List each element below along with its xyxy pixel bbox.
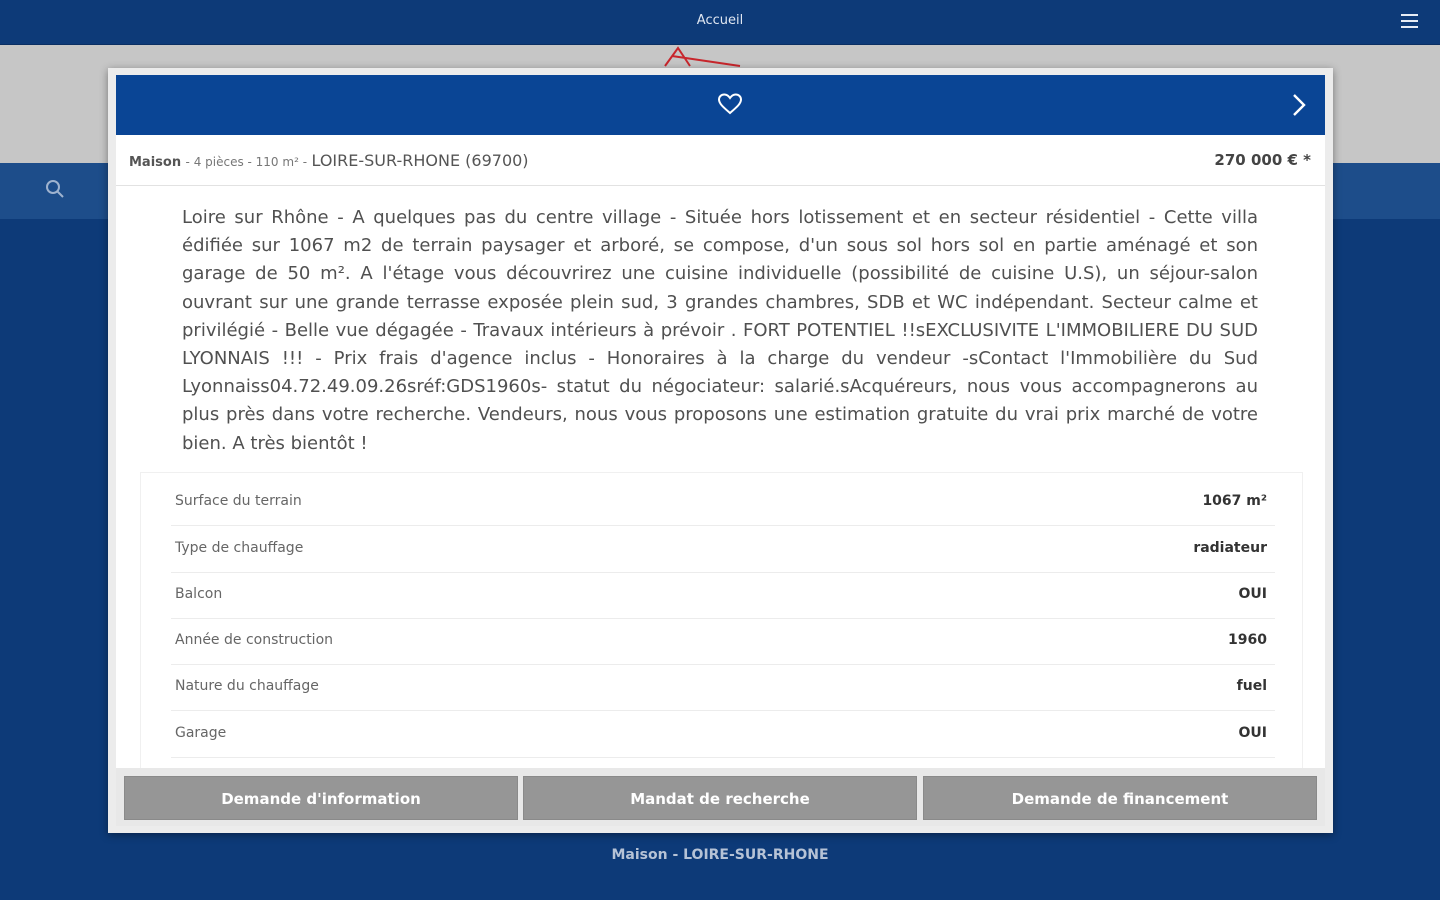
listing-content (116, 186, 1325, 768)
search-icon[interactable] (44, 178, 66, 200)
feature-label: Nature du chauffage (175, 678, 319, 694)
feature-row (171, 711, 1275, 758)
features-table (140, 472, 1303, 768)
chevron-right-icon[interactable] (1291, 93, 1307, 117)
page-title: Accueil (696, 13, 744, 28)
search-mandate-button[interactable]: Mandat de recherche (523, 776, 917, 820)
information-request-button[interactable]: Demande d'information (124, 776, 518, 820)
feature-value: radiateur (1193, 540, 1267, 556)
feature-label: Année de construction (175, 632, 334, 648)
property-price: 270 000 € * (1214, 151, 1311, 169)
listing-description: Loire sur Rhône - A quelques pas du centre village - Située hors lotissement et en secteur résidentiel - Cette villa édifiée sur 1067 m2 de terrain paysager et arboré, se compose, d'un sous sol hors sol en partie aménagé et son garage de 50 m². A l'étage vous découvrirez une cuisine individuelle (possibilité de cuisine U.S), un séjour-salon ouvrant sur une grande terrasse exposée plein sud, 3 grandes chambres, SDB et WC indépendant. Secteur calme et privilégié - Belle vue dégagée - Travaux intérieurs à prévoir . FORT POTENTIEL !!sEXCLUSIVITE L'IMMOBILIERE DU SUD LYONNAIS !!! - Prix frais d'agence inclus - Honoraires à la charge du vendeur -sContact l'Immobilière du Sud Lyonnaiss04.72.49.09.26sréf:GDS1960s- statut du négociateur: salarié.sAcquéreurs, nous vous accompagnerons au plus près dans votre recherche. Vendeurs, nous vous proposons une estimation gratuite du vrai prix marché de votre bien. A très bientôt ! (182, 207, 1258, 454)
feature-value: OUI (1238, 725, 1267, 741)
feature-row (171, 526, 1275, 573)
feature-value: OUI (1238, 586, 1267, 602)
feature-label: Balcon (175, 586, 223, 602)
feature-label: Type de chauffage (175, 540, 304, 556)
feature-value: 1067 m² (1202, 493, 1267, 509)
feature-row (171, 479, 1275, 526)
feature-value: 1960 (1228, 632, 1267, 648)
listing-summary (129, 151, 529, 170)
feature-label: Surface du terrain (175, 493, 302, 509)
listing-detail-modal (108, 68, 1333, 833)
feature-row (171, 664, 1275, 711)
property-details: - 4 pièces - 110 m² - (185, 155, 308, 169)
hamburger-menu-icon[interactable] (1401, 14, 1418, 28)
feature-row (171, 572, 1275, 619)
property-type: Maison (129, 155, 182, 170)
property-location: LOIRE-SUR-RHONE (69700) (311, 151, 529, 170)
heart-favorite-icon[interactable] (717, 92, 743, 116)
listing-summary-bar (116, 135, 1325, 186)
feature-row (171, 618, 1275, 665)
financing-request-button[interactable]: Demande de financement (923, 776, 1317, 820)
feature-label: Garage (175, 725, 227, 741)
feature-value: fuel (1236, 678, 1267, 694)
modal-header (116, 75, 1325, 135)
agency-logo-icon (660, 46, 750, 68)
action-button-bar (116, 768, 1325, 826)
footer-listing-label: Maison - LOIRE-SUR-RHONE (611, 847, 829, 863)
top-navigation-bar (0, 0, 1440, 45)
